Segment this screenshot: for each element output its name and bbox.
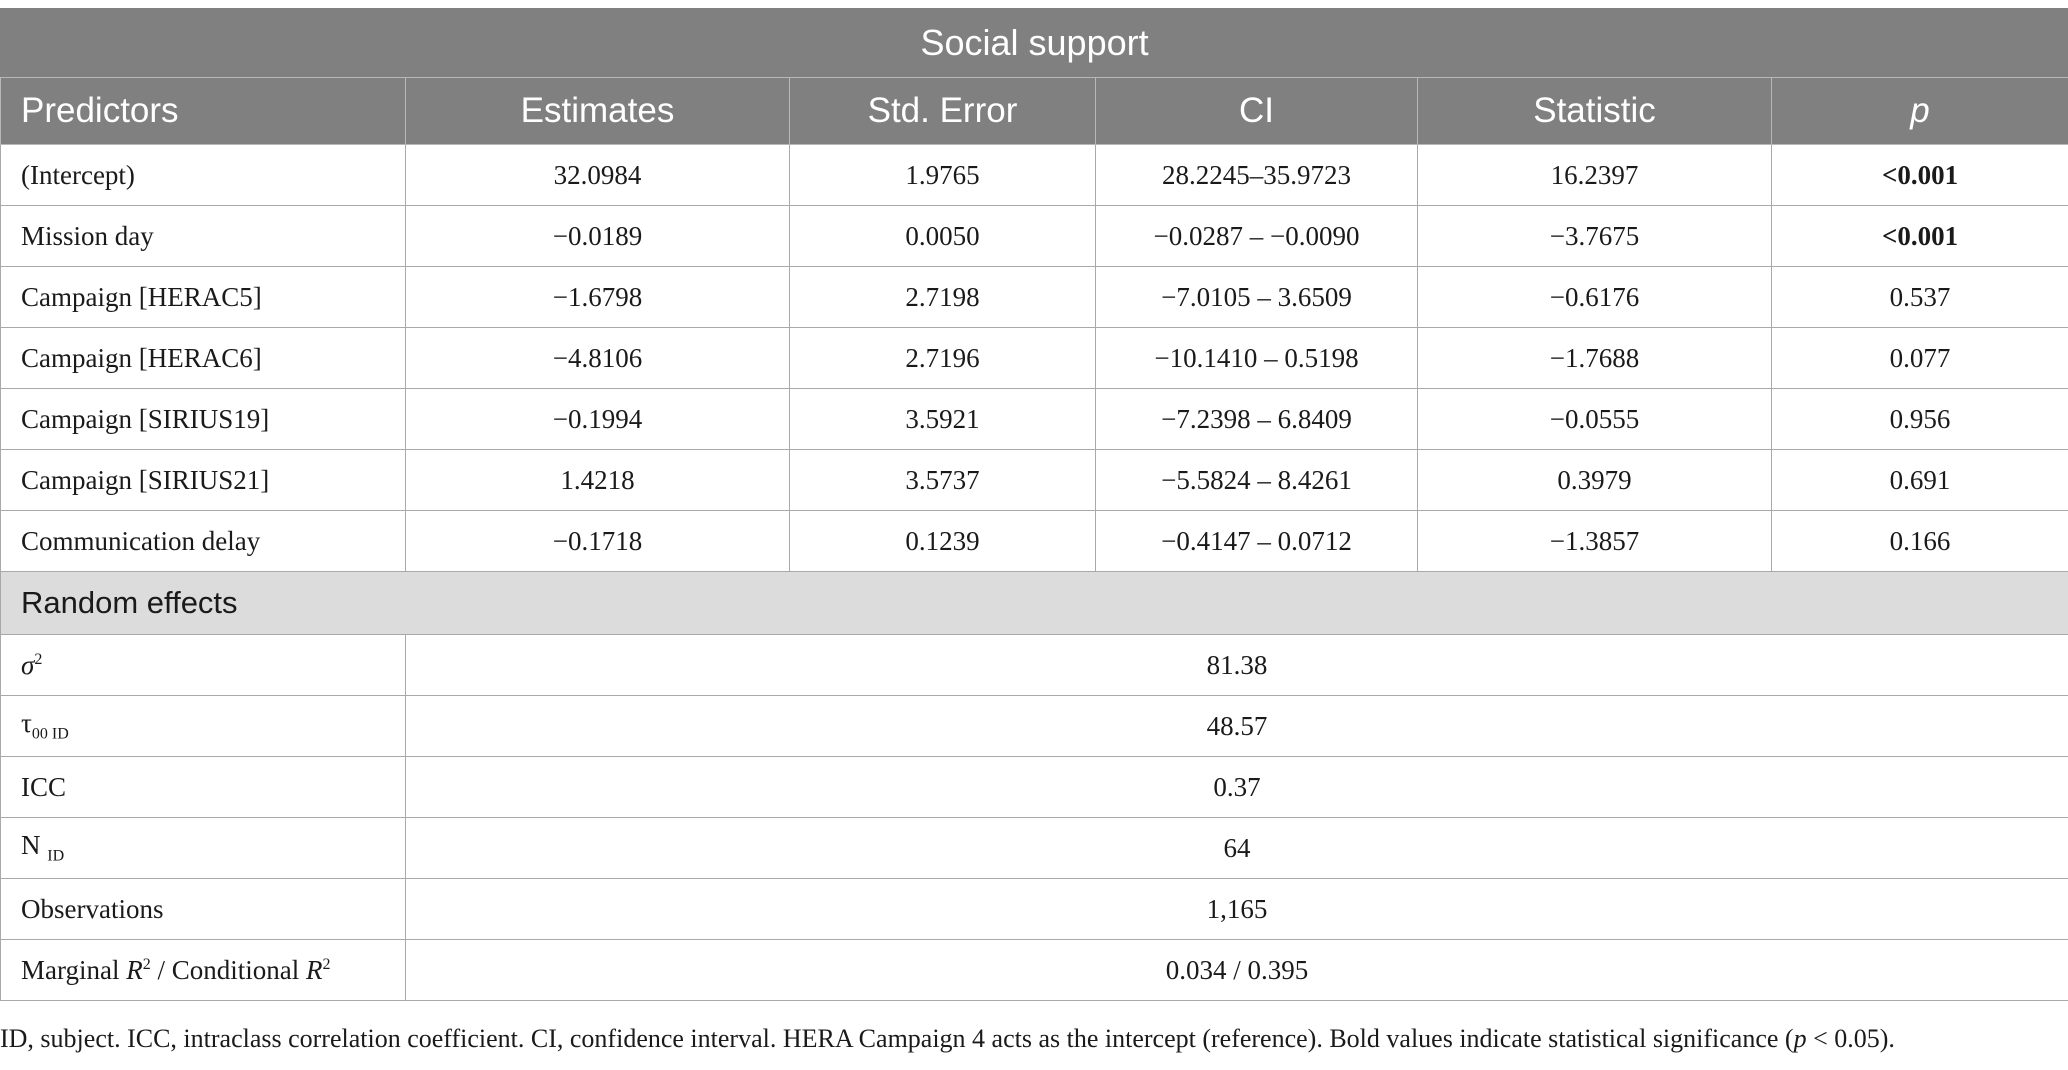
table-row: [1, 818, 2068, 879]
statistic-cell: −0.0555: [1418, 389, 1772, 450]
r2-sup-conditional: 2: [322, 955, 331, 973]
table-title-row: [1, 9, 2068, 78]
predictor-cell: Campaign [HERAC5]: [1, 267, 406, 328]
table-row: [1, 145, 2068, 206]
random-effects-body: [1, 572, 2068, 1001]
predictor-cell: (Intercept): [1, 145, 406, 206]
statistic-cell: −0.6176: [1418, 267, 1772, 328]
r2-symbol-marginal: R: [126, 954, 143, 985]
random-effects-header-row: [1, 572, 2068, 635]
sigma-value: 81.38: [406, 635, 2068, 696]
r2-sup-marginal: 2: [142, 955, 151, 973]
p-value-cell: <0.001: [1772, 145, 2068, 206]
header-row: [1, 78, 2068, 145]
tau-label: [1, 696, 406, 757]
table-row: [1, 635, 2068, 696]
estimate-cell: −4.8106: [406, 328, 790, 389]
ci-cell: −10.1410 – 0.5198: [1096, 328, 1418, 389]
ci-cell: −5.5824 – 8.4261: [1096, 450, 1418, 511]
table-title: Social support: [1, 9, 2068, 78]
footnote-tail: < 0.05).: [1806, 1024, 1895, 1053]
tau-value: 48.57: [406, 696, 2068, 757]
table-row: [1, 879, 2068, 940]
estimate-cell: 32.0984: [406, 145, 790, 206]
statistic-cell: 16.2397: [1418, 145, 1772, 206]
predictor-cell: Mission day: [1, 206, 406, 267]
table-row: [1, 389, 2068, 450]
n-sub: ID: [47, 847, 65, 865]
std-error-cell: 0.0050: [790, 206, 1096, 267]
table-row: [1, 940, 2068, 1001]
table-footnote: [0, 1024, 2068, 1054]
predictor-cell: Campaign [SIRIUS21]: [1, 450, 406, 511]
sigma-symbol: σ: [21, 649, 35, 680]
std-error-cell: 2.7198: [790, 267, 1096, 328]
std-error-cell: 3.5737: [790, 450, 1096, 511]
estimate-cell: −0.0189: [406, 206, 790, 267]
observations-label: Observations: [1, 879, 406, 940]
sigma-label: [1, 635, 406, 696]
r2-label: [1, 940, 406, 1001]
statistic-cell: −3.7675: [1418, 206, 1772, 267]
results-table: [0, 8, 2068, 1001]
n-label: [1, 818, 406, 879]
icc-value: 0.37: [406, 757, 2068, 818]
observations-value: 1,165: [406, 879, 2068, 940]
ci-cell: −0.0287 – −0.0090: [1096, 206, 1418, 267]
tau-sub: 00 ID: [31, 725, 69, 743]
column-header-estimates: Estimates: [406, 78, 790, 145]
std-error-cell: 1.9765: [790, 145, 1096, 206]
r2-conditional-text: / Conditional: [157, 954, 300, 985]
table-row: [1, 450, 2068, 511]
predictor-cell: Campaign [SIRIUS19]: [1, 389, 406, 450]
sigma-sup: 2: [34, 650, 43, 668]
estimate-cell: −0.1718: [406, 511, 790, 572]
p-value-cell: 0.956: [1772, 389, 2068, 450]
ci-cell: −7.0105 – 3.6509: [1096, 267, 1418, 328]
estimate-cell: −1.6798: [406, 267, 790, 328]
r2-symbol-conditional: R: [305, 954, 323, 985]
icc-label: ICC: [1, 757, 406, 818]
table-row: [1, 511, 2068, 572]
p-value-cell: <0.001: [1772, 206, 2068, 267]
r2-value: 0.034 / 0.395: [406, 940, 2068, 1001]
table-row: [1, 267, 2068, 328]
n-symbol: N: [21, 830, 41, 861]
p-value-cell: 0.077: [1772, 328, 2068, 389]
column-header-std-error: Std. Error: [790, 78, 1096, 145]
estimate-cell: −0.1994: [406, 389, 790, 450]
p-value-cell: 0.691: [1772, 450, 2068, 511]
std-error-cell: 3.5921: [790, 389, 1096, 450]
column-header-predictors: Predictors: [1, 78, 406, 145]
table-row: [1, 206, 2068, 267]
table-row: [1, 696, 2068, 757]
std-error-cell: 2.7196: [790, 328, 1096, 389]
statistic-cell: −1.7688: [1418, 328, 1772, 389]
ci-cell: −0.4147 – 0.0712: [1096, 511, 1418, 572]
table-row: [1, 757, 2068, 818]
fixed-effects-body: [1, 145, 2068, 572]
table-row: [1, 328, 2068, 389]
n-value: 64: [406, 818, 2068, 879]
statistic-cell: −1.3857: [1418, 511, 1772, 572]
estimate-cell: 1.4218: [406, 450, 790, 511]
random-effects-label: Random effects: [1, 572, 2068, 635]
column-header-ci: CI: [1096, 78, 1418, 145]
std-error-cell: 0.1239: [790, 511, 1096, 572]
ci-cell: −7.2398 – 6.8409: [1096, 389, 1418, 450]
statistic-cell: 0.3979: [1418, 450, 1772, 511]
p-value-cell: 0.537: [1772, 267, 2068, 328]
footnote-p-symbol: p: [1793, 1024, 1807, 1053]
tau-symbol: τ: [21, 708, 32, 739]
r2-marginal-text: Marginal: [21, 954, 120, 985]
column-header-statistic: Statistic: [1418, 78, 1772, 145]
ci-cell: 28.2245–35.9723: [1096, 145, 1418, 206]
footnote-text: ID, subject. ICC, intraclass correlation coefficient. CI, confidence interval. HERA Campaign 4 acts as the intercept (reference). Bold values indicate statistical significance (: [0, 1024, 1794, 1053]
predictor-cell: Communication delay: [1, 511, 406, 572]
column-header-p: p: [1772, 78, 2068, 145]
predictor-cell: Campaign [HERAC6]: [1, 328, 406, 389]
p-value-cell: 0.166: [1772, 511, 2068, 572]
